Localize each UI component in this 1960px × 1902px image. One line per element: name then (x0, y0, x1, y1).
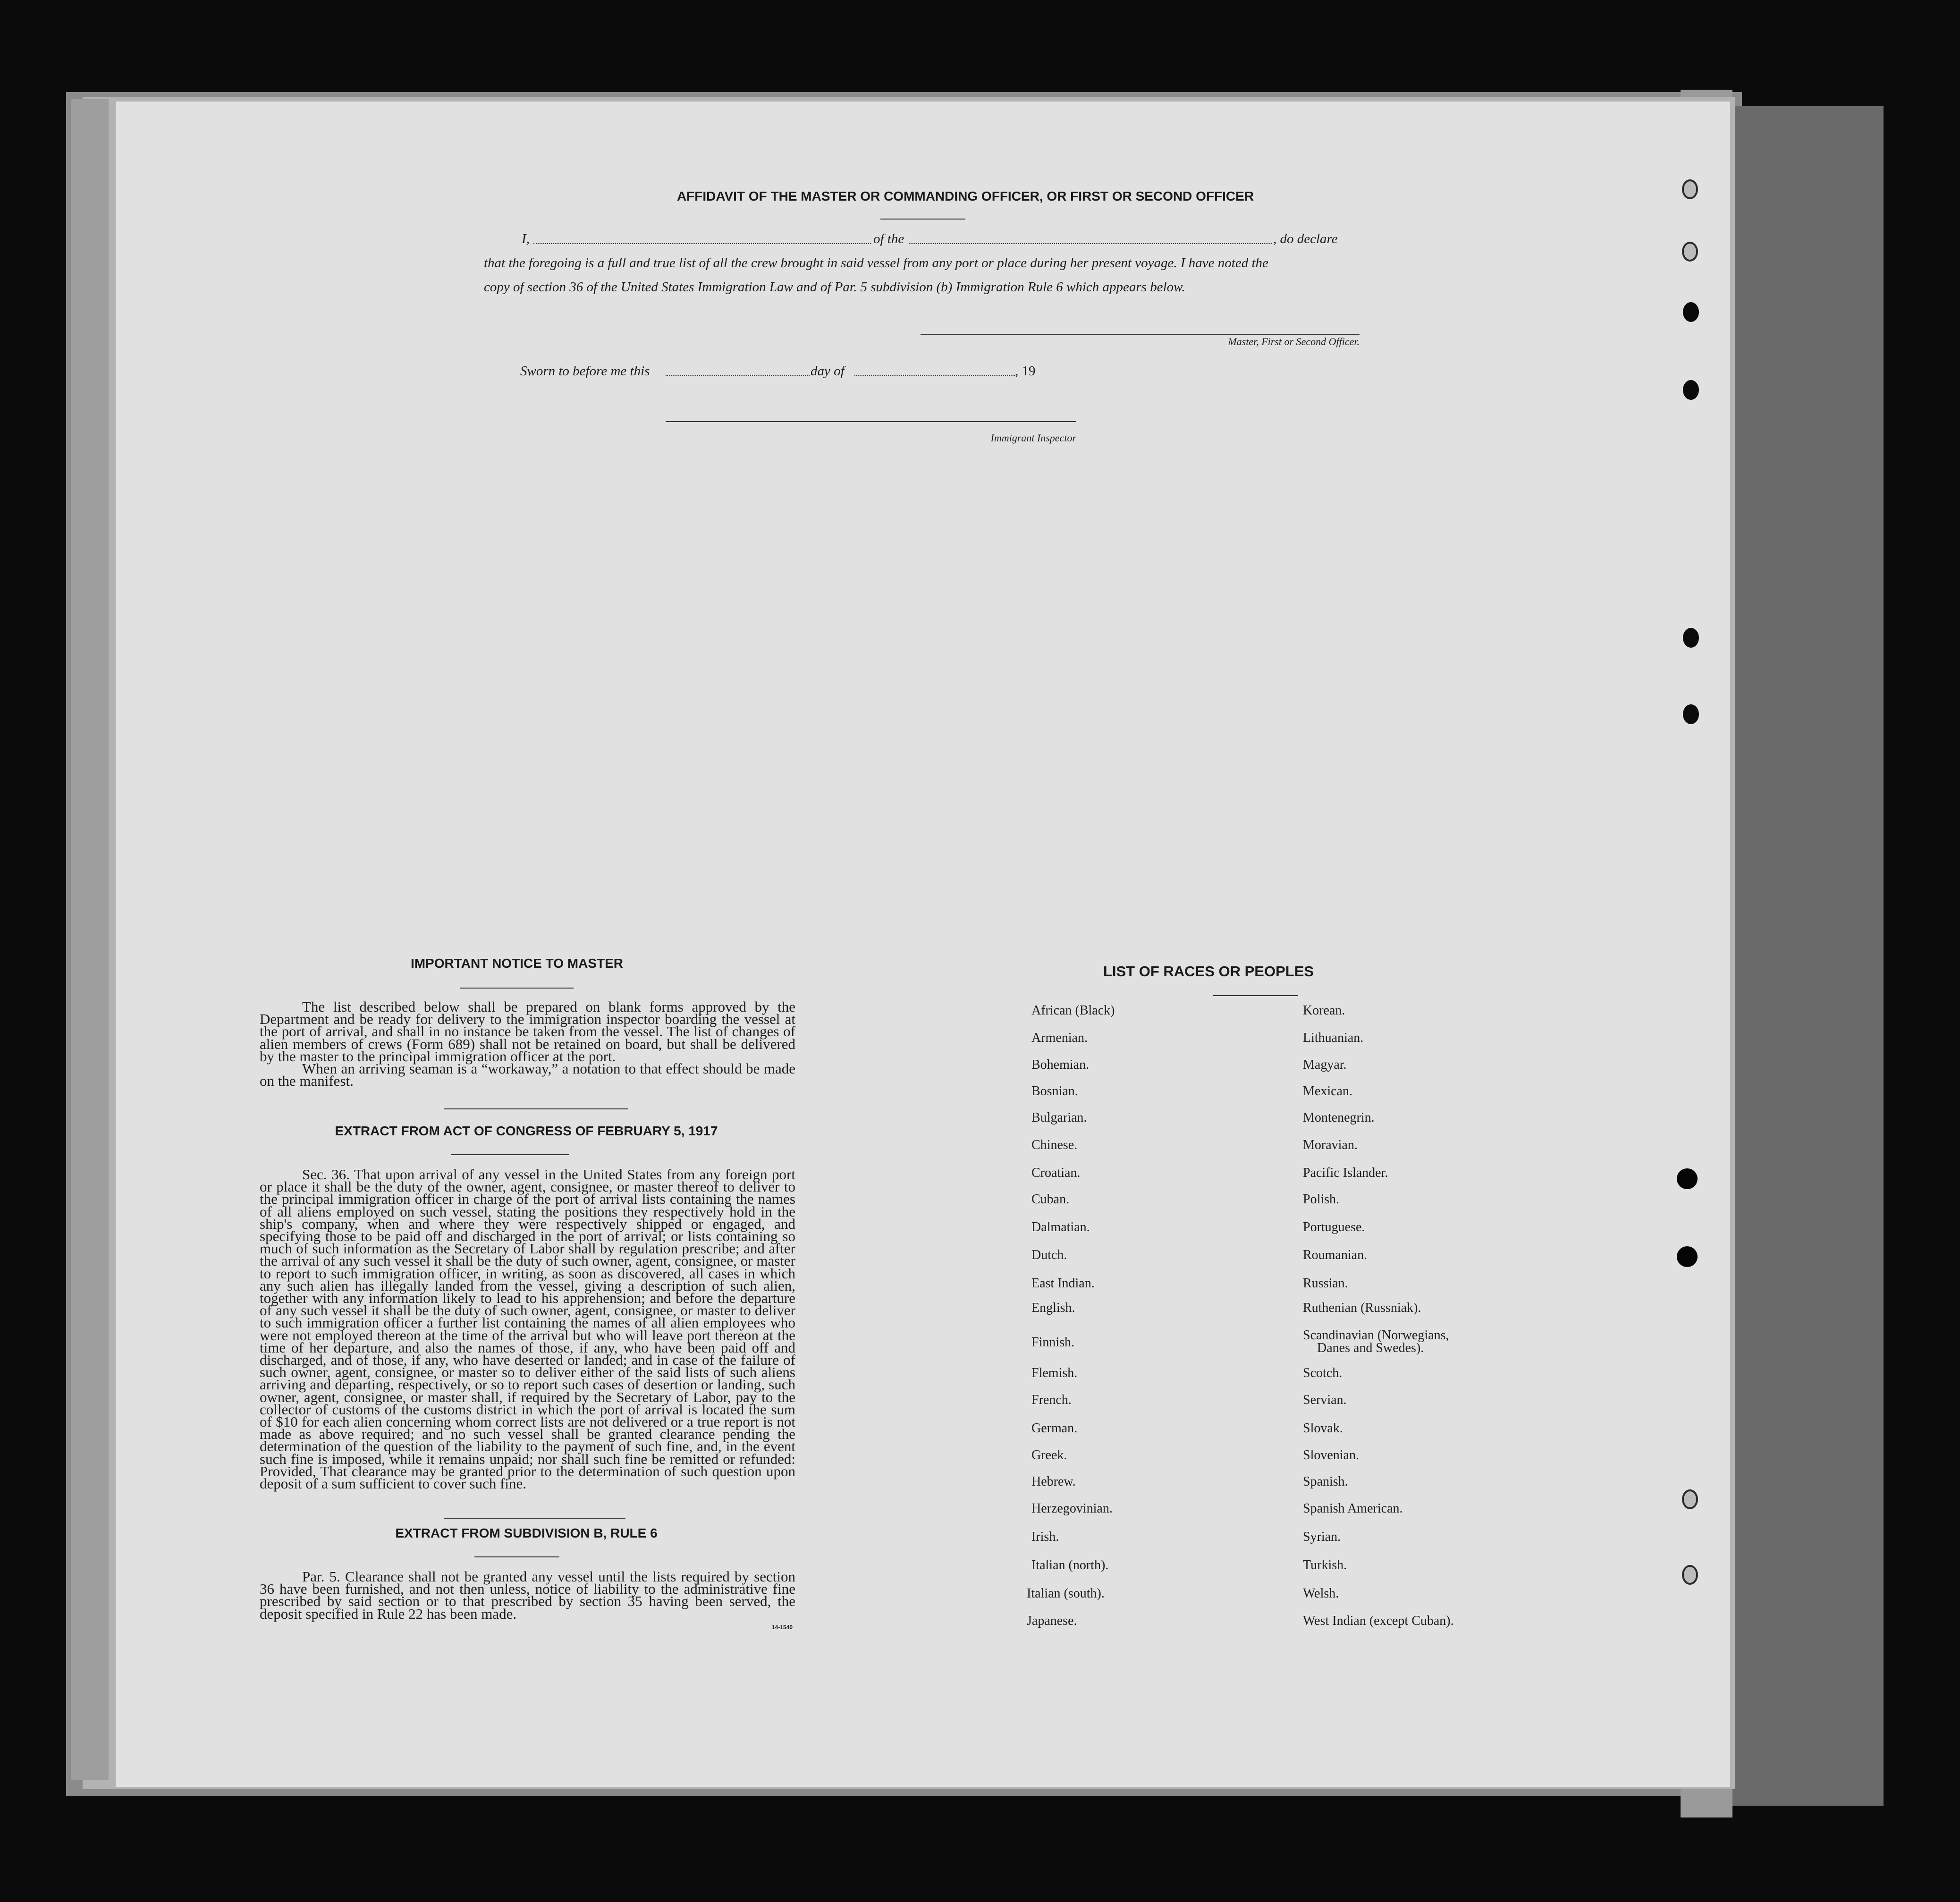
master-signature-line (921, 334, 1360, 335)
notice-title: IMPORTANT NOTICE TO MASTER (410, 956, 624, 971)
inspector-caption: Immigrant Inspector (990, 432, 1076, 444)
binder-hole (1683, 380, 1699, 400)
extract-rule-title: EXTRACT FROM SUBDIVISION B, RULE 6 (395, 1526, 658, 1540)
notice-paragraph-2: When an arriving seaman is a “workaway,” a notation to that effect should be made on the manifest. (260, 1060, 795, 1090)
race-item: Spanish. (1303, 1474, 1348, 1489)
race-item: Cuban. (1031, 1192, 1070, 1207)
day-of-label: day of (811, 363, 845, 379)
notice-rule (460, 988, 574, 989)
race-item: Servian. (1303, 1393, 1347, 1407)
race-item: Russian. (1303, 1276, 1348, 1291)
race-continuation: Danes and Swedes). (1317, 1341, 1424, 1355)
notice-separator (444, 1108, 628, 1109)
binder-edge-left (71, 99, 109, 1780)
vessel-name-line (909, 243, 1272, 244)
binder-hole (1682, 242, 1698, 262)
race-item: Lithuanian. (1303, 1031, 1364, 1045)
sworn-month-line (854, 375, 1015, 376)
race-item: Japanese. (1027, 1614, 1077, 1628)
inspector-signature-line (666, 421, 1076, 422)
affidavit-line-3: copy of section 36 of the United States Immigration Law and of Par. 5 subdivision (b) Immigration Rule 6 which appears below. (484, 279, 1185, 295)
race-item: Dutch. (1031, 1248, 1067, 1262)
race-item: Spanish American. (1303, 1501, 1403, 1516)
race-item: Magyar. (1303, 1057, 1347, 1072)
extract-rule-text: Par. 5. Clearance shall not be granted any vessel until the lists required by section 36 have been furnished, and not then unless, notice of liability to the administrative fine prescribed by said section or to that prescribed by section 35 having been served, the deposit specified in Rule 22 has been made. (260, 1568, 795, 1622)
race-item: Finnish. (1031, 1335, 1075, 1350)
extract-act-rule (451, 1154, 569, 1155)
race-item: Moravian. (1303, 1138, 1358, 1152)
affidavit-of-the-label: of the (873, 231, 904, 246)
affidavit-title: AFFIDAVIT OF THE MASTER OR COMMANDING OFFICER, OR FIRST OR SECOND OFFICER (676, 189, 1254, 203)
year-label: , 19 (1015, 363, 1036, 379)
extract-act-title: EXTRACT FROM ACT OF CONGRESS OF FEBRUARY 5, 1917 (335, 1124, 718, 1138)
race-item: Italian (south). (1027, 1586, 1105, 1601)
binder-hole (1683, 704, 1699, 724)
master-name-line (533, 243, 871, 244)
race-item: German. (1031, 1421, 1078, 1436)
races-rule (1213, 995, 1298, 996)
race-item: English. (1031, 1301, 1075, 1315)
race-item: Korean. (1303, 1003, 1345, 1018)
race-item: Dalmatian. (1031, 1220, 1090, 1234)
race-item: Welsh. (1303, 1586, 1339, 1601)
binder-hole (1683, 302, 1699, 322)
race-item: Hebrew. (1031, 1474, 1076, 1489)
affidavit-line-2: that the foregoing is a full and true list of all the crew brought in said vessel from any port or place during her present voyage. I have noted the (484, 255, 1268, 271)
race-item: Flemish. (1031, 1366, 1078, 1380)
extract-rule-rule (474, 1556, 559, 1557)
race-item: Turkish. (1303, 1558, 1347, 1572)
extract-separator (444, 1518, 625, 1519)
race-item: Bulgarian. (1031, 1110, 1087, 1125)
race-item: Italian (north). (1031, 1558, 1109, 1572)
affidavit-i-label: I, (522, 231, 530, 246)
race-item: Pacific Islander. (1303, 1166, 1388, 1180)
race-item: Croatian. (1031, 1166, 1081, 1180)
race-item: Syrian. (1303, 1530, 1341, 1544)
binder-edge-right (1728, 106, 1884, 1806)
binder-hole (1677, 1246, 1698, 1267)
race-item: Slovak. (1303, 1421, 1343, 1436)
races-title: LIST OF RACES OR PEOPLES (1103, 963, 1314, 980)
notice-paragraph-1: The list described below shall be prepared on blank forms approved by the Department and be ready for delivery to the immigration inspector boarding the vessel at the port of arrival, and shall in no instance be taken from the vessel. The list of changes of alien members of crews (Form 689) shall not be retained on board, but shall be delivered by the master to the principal immigration officer at the port. (260, 998, 795, 1065)
race-item: Slovenian. (1303, 1448, 1359, 1462)
master-signature-caption: Master, First or Second Officer. (1228, 336, 1360, 347)
race-item: Greek. (1031, 1448, 1067, 1462)
race-item: Armenian. (1031, 1031, 1088, 1045)
race-item: Mexican. (1303, 1084, 1352, 1099)
race-item: West Indian (except Cuban). (1303, 1614, 1454, 1628)
race-item: Chinese. (1031, 1138, 1078, 1152)
title-rule (880, 219, 965, 220)
race-item: African (Black) (1031, 1003, 1115, 1018)
sworn-label: Sworn to before me this (520, 363, 650, 379)
race-item: Irish. (1031, 1530, 1059, 1544)
binder-hole (1683, 628, 1699, 648)
race-item: Ruthenian (Russniak). (1303, 1301, 1421, 1315)
race-item: Bosnian. (1031, 1084, 1078, 1099)
race-item: French. (1031, 1393, 1072, 1407)
race-item: Scotch. (1303, 1366, 1343, 1380)
binder-hole (1677, 1168, 1698, 1189)
sworn-day-line (666, 375, 810, 376)
race-item: Bohemian. (1031, 1057, 1090, 1072)
race-item: Polish. (1303, 1192, 1340, 1207)
form-number: 14-1540 (772, 1624, 793, 1631)
race-item: Roumanian. (1303, 1248, 1368, 1262)
extract-act-text: Sec. 36. That upon arrival of any vessel in the United States from any foreign port or place it shall be the duty of the owner, agent, consignee, or master thereof to deliver to the principal immigration officer in charge of the port of arrival lists containing the names of all aliens employed on such vessel, stating the positions they respectively hold in the ship's company, when and where they were respectively shipped or engaged, and specifying those to be paid off and discharged in the port of arrival; or lists containing so much of such information as the Secretary of Labor shall by regulation prescribe; and after the arrival of any such vessel it shall be the duty of such owner, agent, consignee, or master to report to such immigration officer, in writing, as soon as discovered, all cases in which any such alien has illegally landed from the vessel, giving a description of such alien, together with any information likely to lead to his apprehension; and before the departure of any such vessel it shall be the duty of such owner, agent, consignee, or master to deliver to such immigration officer a further list containing the names of all alien employees who were not employed thereon at the time of the arrival but who will leave port thereon at the time of her departure, and also the names of those, if any, who have been paid off and discharged, and of those, if any, who have deserted or landed; and in case of the failure of such owner, agent, consignee, or master so to deliver either of the said lists of such aliens arriving and departing, respectively, or so to report such cases of desertion or landing, such owner, agent, consignee, or master shall, if required by the Secretary of Labor, pay to the collector of customs of the customs district in which the port of arrival is located the sum of $10 for each alien concerning whom correct lists are not delivered or a true report is not made as above required; and no such vessel shall be granted clearance pending the determination of the question of the liability to the payment of such fine, and, in the event such fine is imposed, while it remains unpaid; nor shall such fine be remitted or refunded: Provided, That clearance may be granted prior to the determination of such question upon deposit of a sum sufficient to cover such fine. (260, 1166, 795, 1492)
race-item: Montenegrin. (1303, 1110, 1375, 1125)
race-item: Scandinavian (Norwegians, (1303, 1328, 1449, 1343)
binder-hole (1682, 179, 1698, 199)
document-page (116, 101, 1730, 1787)
race-item: East Indian. (1031, 1276, 1095, 1291)
race-item: Portuguese. (1303, 1220, 1365, 1234)
race-item: Herzegovinian. (1031, 1501, 1113, 1516)
binder-hole (1682, 1565, 1698, 1585)
affidavit-declare-label: , do declare (1273, 231, 1338, 246)
binder-hole (1682, 1489, 1698, 1509)
